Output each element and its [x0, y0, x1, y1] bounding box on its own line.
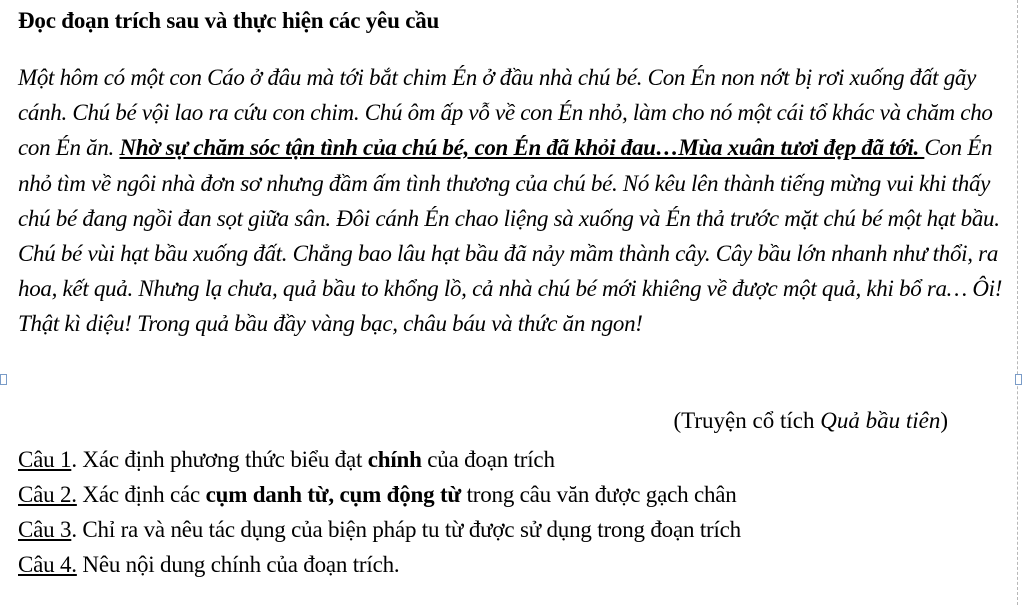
resize-handle-right[interactable]	[1015, 374, 1022, 385]
question-label: Câu 2.	[18, 482, 77, 507]
question-list	[18, 442, 1010, 582]
source-prefix: (Truyện cổ tích	[673, 408, 821, 433]
source-citation	[674, 408, 949, 434]
question-text: Xác định các	[76, 482, 206, 507]
question-label: Câu 1	[18, 447, 72, 472]
question-bold-text: chính	[367, 447, 422, 472]
source-title: Quả bầu tiên	[820, 408, 941, 433]
question-item	[18, 547, 1010, 582]
question-text: . Chỉ ra và nêu tác dụng của biện pháp tu từ được sử dụng trong đoạn trích	[71, 517, 741, 542]
question-label: Câu 4.	[18, 552, 77, 577]
resize-handle-left[interactable]	[0, 374, 7, 385]
question-label: Câu 3	[18, 517, 72, 542]
instruction-heading: Đọc đoạn trích sau và thực hiện các yêu cầu	[18, 8, 440, 33]
question-item	[18, 477, 1010, 512]
question-text: . Xác định phương thức biểu đạt	[71, 447, 368, 472]
question-text-end: trong câu văn được gạch chân	[461, 482, 737, 507]
question-text: Nêu nội dung chính của đoạn trích.	[76, 552, 400, 577]
question-item	[18, 442, 1010, 477]
question-item	[18, 512, 1010, 547]
passage-text-before: Một hôm có một con Cáo ở đâu mà tới bắt chim Én ở đầu nhà chú bé. Con Én non nớt bị rơi xuống đất gãy cánh. Chú bé vội lao ra cứu con chim. Chú ôm ấp vỗ về con Én nhỏ, làm cho nó một cái tổ khác và chăm cho con Én ăn.	[18, 65, 993, 161]
source-suffix: )	[940, 408, 948, 433]
page-margin-guide	[1017, 0, 1018, 605]
passage-paragraph	[18, 60, 1010, 342]
passage-underlined-sentence: Nhờ sự chăm sóc tận tình của chú bé, con Én đã khỏi đau…Mùa xuân tươi đẹp đã tới.	[119, 135, 925, 161]
question-bold-text: cụm danh từ, cụm động từ	[205, 482, 462, 507]
question-text-end: của đoạn trích	[421, 447, 555, 472]
passage-text-after: Con Én nhỏ tìm về ngôi nhà đơn sơ nhưng đầm ấm tình thương của chú bé. Nó kêu lên thành tiếng mừng vui khi thấy chú bé đang ngồi đan sọt giữa sân. Đôi cánh Én chao liệng sà xuống và Én thả trước mặt chú bé một hạt bầu. Chú bé vùi hạt bầu xuống đất. Chẳng bao lâu hạt bầu đã nảy mầm thành cây. Cây bầu lớn nhanh như thổi, ra hoa, kết quả. Nhưng lạ chưa, quả bầu to khổng lồ, cả nhà chú bé mới khiêng về được một quả, khi bổ ra… Ôi! Thật kì diệu! Trong quả bầu đầy vàng bạc, châu báu và thức ăn ngon!	[18, 135, 1003, 337]
